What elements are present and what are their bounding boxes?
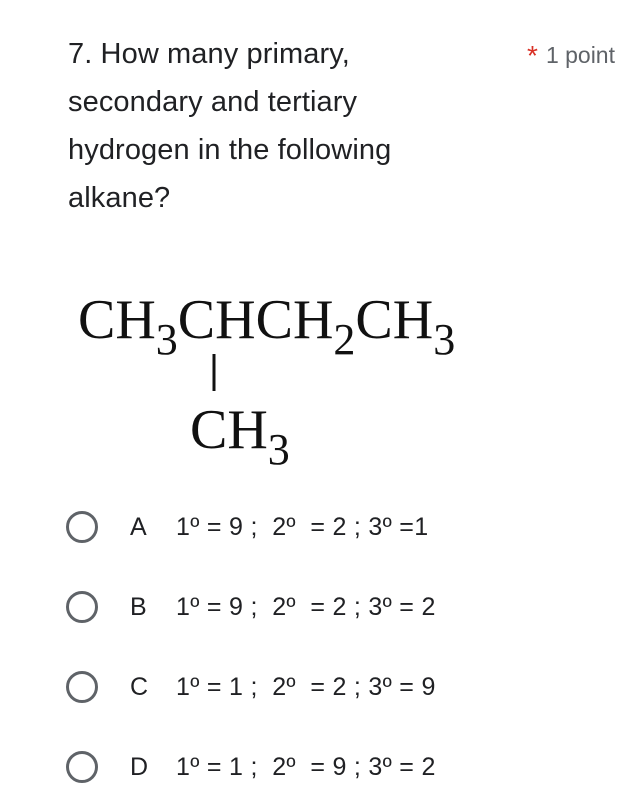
- formula-branch: [190, 399, 290, 474]
- option-a[interactable]: [66, 505, 586, 549]
- formula-subscript: 2: [333, 315, 356, 364]
- option-letter: B: [130, 592, 147, 621]
- option-text: 1º = 9 ; 2º = 2 ; 3º =1: [176, 512, 429, 541]
- question-line: hydrogen in the following: [68, 134, 392, 166]
- option-c[interactable]: [66, 665, 586, 709]
- question-line: secondary and tertiary: [68, 86, 358, 118]
- formula-subscript: 3: [155, 315, 178, 364]
- points-indicator: [527, 38, 615, 70]
- formula-segment: CH: [177, 289, 256, 351]
- option-letter: D: [130, 752, 149, 781]
- option-text: 1º = 9 ; 2º = 2 ; 3º = 2: [176, 592, 436, 621]
- radio-button[interactable]: [66, 591, 98, 623]
- option-text: 1º = 1 ; 2º = 2 ; 3º = 9: [176, 672, 436, 701]
- question-line: alkane?: [68, 182, 171, 214]
- formula-subscript: 3: [433, 315, 456, 364]
- formula-segment: CH: [355, 289, 434, 351]
- radio-button[interactable]: [66, 751, 98, 783]
- formula-main-chain: [78, 289, 455, 364]
- formula-svg: [76, 280, 516, 475]
- formula-segment: CH: [78, 289, 156, 351]
- formula-subscript: 3: [267, 425, 290, 474]
- points-label: 1 point: [545, 42, 615, 68]
- option-d[interactable]: [66, 745, 586, 789]
- formula-segment: CH: [255, 289, 334, 351]
- question-line: 7. How many primary,: [68, 38, 350, 70]
- required-asterisk: *: [527, 40, 538, 71]
- option-letter: A: [130, 512, 147, 541]
- option-b[interactable]: [66, 585, 586, 629]
- option-letter: C: [130, 672, 149, 701]
- formula-segment: CH: [190, 399, 268, 461]
- radio-button[interactable]: [66, 671, 98, 703]
- question-text: [68, 30, 448, 222]
- structural-formula-image: [76, 280, 516, 475]
- option-text: 1º = 1 ; 2º = 9 ; 3º = 2: [176, 752, 436, 781]
- radio-button[interactable]: [66, 511, 98, 543]
